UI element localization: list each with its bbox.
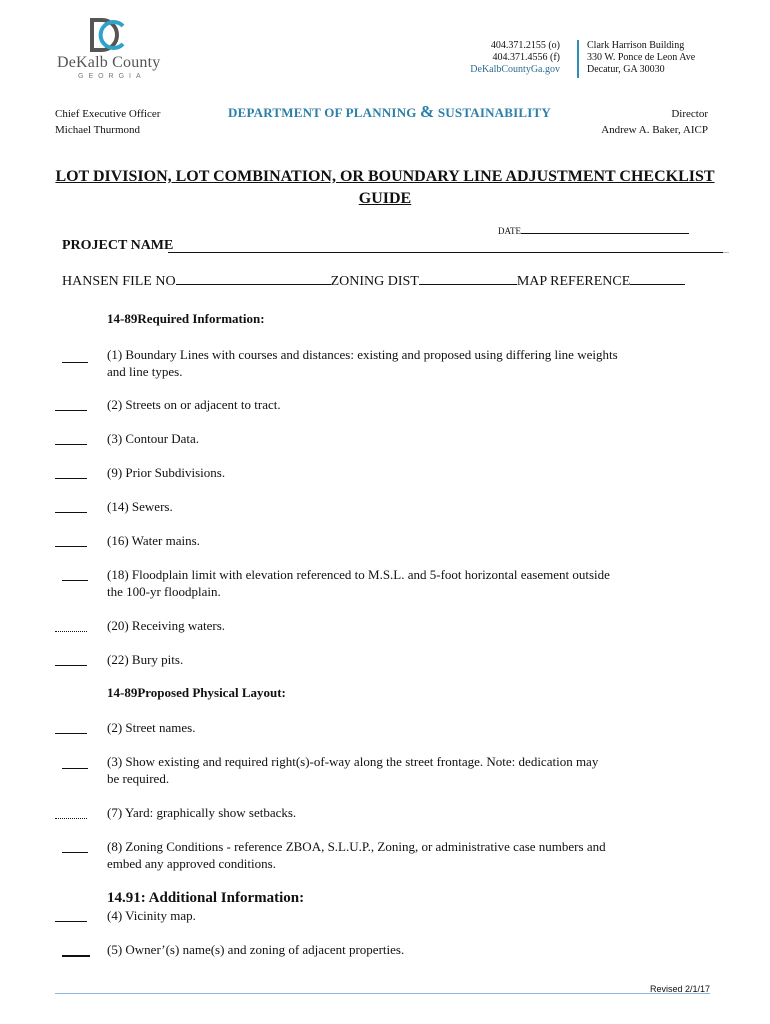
zoning-blank[interactable] — [419, 284, 517, 285]
checklist-item: (16) Water mains. — [107, 533, 200, 548]
checkbox-blank[interactable] — [55, 512, 87, 513]
checklist-item: (2) Streets on or adjacent to tract. — [107, 397, 281, 412]
checkbox-blank[interactable] — [55, 818, 87, 819]
date-blank[interactable] — [521, 233, 689, 234]
checklist-item: (22) Bury pits. — [107, 652, 184, 667]
director-block — [601, 106, 708, 138]
hansen-blank[interactable] — [176, 284, 331, 285]
date-label: DATE — [498, 226, 521, 236]
checkbox-blank[interactable] — [55, 665, 87, 666]
checklist-item: (2) Street names. — [107, 720, 196, 735]
section-required-heading: 14-89Required Information: — [107, 311, 265, 326]
checklist-item: (8) Zoning Conditions - reference ZBOA, S.L.U.P., Zoning, or administrative case numbers and embed any approved conditions. — [107, 839, 606, 871]
project-name-label: PROJECT NAME — [62, 238, 174, 253]
city-address: Decatur, GA 30030 — [587, 64, 665, 75]
checkbox-blank[interactable] — [55, 631, 87, 632]
checklist-item: (3) Show existing and required right(s)-of-way along the street frontage. Note: dedication may be required. — [107, 754, 599, 786]
checklist-item: (5) Owner’(s) name(s) and zoning of adjacent properties. — [107, 942, 405, 957]
building-name: Clark Harrison Building — [587, 40, 685, 51]
county-state: GEORGIA — [78, 73, 146, 80]
zoning-label: ZONING DIST — [330, 274, 419, 289]
project-name-blank-tail — [723, 252, 729, 253]
director-title: Director — [671, 108, 708, 120]
revision-date: Revised 2/1/17 — [649, 984, 710, 994]
ceo-block — [55, 106, 160, 138]
address-block — [587, 40, 695, 76]
checkbox-blank[interactable] — [55, 546, 87, 547]
checklist-item: (4) Vicinity map. — [107, 908, 196, 923]
county-name: DeKalb County — [57, 54, 161, 71]
date-field[interactable] — [498, 226, 689, 236]
checklist-item: (7) Yard: graphically show setbacks. — [107, 805, 297, 820]
checkbox-blank[interactable] — [62, 768, 88, 769]
checkbox-blank[interactable] — [55, 921, 87, 922]
ceo-title: Chief Executive Officer — [55, 108, 161, 120]
section-additional-heading: 14.91: Additional Information: — [107, 890, 305, 906]
checkbox-blank[interactable] — [55, 478, 87, 479]
checklist-item: (1) Boundary Lines with courses and distances: existing and proposed using differing line weights and line types. — [107, 347, 618, 379]
header-divider — [577, 40, 579, 78]
footer-rule — [55, 993, 710, 994]
checklist-item: (20) Receiving waters. — [107, 618, 226, 633]
dekalb-logo-icon — [90, 18, 126, 52]
checklist-item: (9) Prior Subdivisions. — [107, 465, 226, 480]
checklist-item: (3) Contour Data. — [107, 431, 200, 446]
map-blank[interactable] — [630, 284, 685, 285]
checkbox-blank[interactable] — [62, 362, 88, 363]
hansen-label: HANSEN FILE NO — [62, 274, 176, 289]
checkbox-blank[interactable] — [62, 852, 88, 853]
fax-number: 404.371.4556 (f) — [492, 52, 560, 63]
website-link[interactable]: DeKalbCountyGa.gov — [470, 64, 560, 75]
project-name-blank[interactable] — [168, 252, 723, 253]
file-info-row — [62, 274, 685, 290]
checkbox-blank[interactable] — [55, 733, 87, 734]
checkbox-blank[interactable] — [62, 955, 90, 957]
section-proposed-heading: 14-89Proposed Physical Layout: — [107, 685, 286, 700]
checkbox-blank[interactable] — [55, 444, 87, 445]
director-name: Andrew A. Baker, AICP — [601, 124, 708, 136]
contact-block — [440, 40, 560, 76]
checkbox-blank[interactable] — [62, 580, 88, 581]
map-label: MAP REFERENCE — [516, 274, 631, 289]
ceo-name: Michael Thurmond — [55, 124, 141, 136]
phone-number: 404.371.2155 (o) — [490, 40, 560, 51]
street-address: 330 W. Ponce de Leon Ave — [587, 52, 696, 63]
checklist-item: (18) Floodplain limit with elevation referenced to M.S.L. and 5-foot horizontal easement outside the 100-yr floodplain. — [107, 567, 610, 599]
checklist-item: (14) Sewers. — [107, 499, 173, 514]
document-title: LOT DIVISION, LOT COMBINATION, OR BOUNDARY LINE ADJUSTMENT CHECKLIST GUIDE — [55, 168, 715, 207]
department-name: DEPARTMENT OF PLANNING & SUSTAINABILITY — [228, 102, 551, 121]
checkbox-blank[interactable] — [55, 410, 87, 411]
